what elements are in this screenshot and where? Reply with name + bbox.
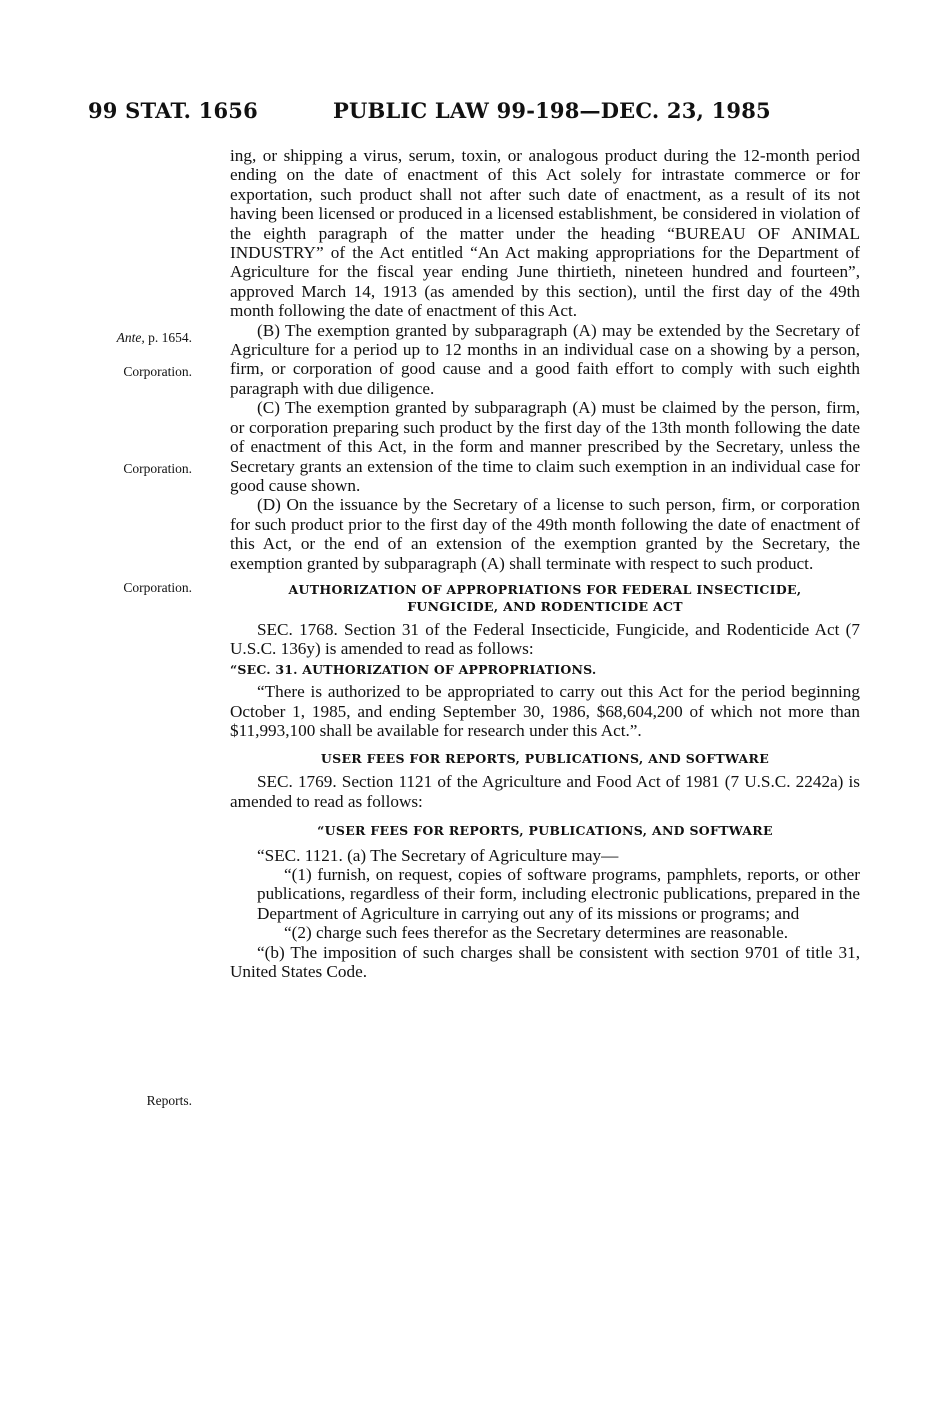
statute-page-number: 99 STAT. 1656 xyxy=(88,98,258,123)
margin-note-ante xyxy=(62,330,192,346)
section-1769: SEC. 1769. Section 1121 of the Agriculture and Food Act of 1981 (7 U.S.C. 2242a) is amended to read as follows: xyxy=(230,772,860,811)
margin-note-corporation: Corporation. xyxy=(123,580,192,595)
margin-note-reports: Reports. xyxy=(146,1093,192,1108)
margin-note-ante-italic: Ante, xyxy=(116,330,145,345)
section-1121-b: “(b) The imposition of such charges shall be consistent with section 9701 of title 31, United States Code. xyxy=(230,942,860,982)
body-text xyxy=(230,146,860,981)
quoted-section-heading: “USER FEES FOR REPORTS, PUBLICATIONS, AND SOFTWARE xyxy=(317,823,773,839)
margin-note-corporation: Corporation. xyxy=(123,461,192,476)
section-heading-appropriations: AUTHORIZATION OF APPROPRIATIONS FOR FEDERAL INSECTICIDE, FUNGICIDE, AND RODENTICIDE ACT xyxy=(288,581,802,614)
paragraph-b: (B) The exemption granted by subparagraph (A) may be extended by the Secretary of Agriculture for a period up to 12 months in an individual case on a showing by a person, firm, or corporation of good cause and a good faith effort to comply with such eighth paragraph with due diligence. xyxy=(230,320,860,398)
list-item-1: “(1) furnish, on request, copies of software programs, pamphlets, reports, or other publications, regardless of their form, including electronic publications, prepared in the Department of Agriculture in carrying out any of its missions or programs; and xyxy=(257,865,860,923)
margin-note-ante-page: p. 1654. xyxy=(144,330,192,345)
paragraph-d: (D) On the issuance by the Secretary of a license to such person, firm, or corporation for such product prior to the first day of the 49th month following the date of enactment of this Act, or the end of an extension of the exemption granted by the Secretary, the exemption granted by subparagraph (A) shall terminate with respect to such product. xyxy=(230,495,860,573)
section-heading-user-fees: USER FEES FOR REPORTS, PUBLICATIONS, AND SOFTWARE xyxy=(320,751,770,767)
margin-note-corporation: Corporation. xyxy=(123,364,192,379)
paragraph-c: (C) The exemption granted by subparagraph (A) must be claimed by the person, firm, or corporation preparing such product by the first day of the 13th month following the date of enactment of this Act, in the form and manner prescribed by the Secretary, unless the Secretary grants an extension of the time to claim such exemption in an individual case for good cause shown. xyxy=(230,398,860,495)
section-31-title: “SEC. 31. AUTHORIZATION OF APPROPRIATIONS. xyxy=(230,661,597,677)
section-1121-a: “SEC. 1121. (a) The Secretary of Agriculture may— xyxy=(257,845,619,865)
paragraph-continued: ing, or shipping a virus, serum, toxin, or analogous product during the 12-month period ending on the date of enactment of this Act solely for intrastate commerce or for exportation, such product shall not after such date of enactment, as a result of its not having been licensed or produced in a licensed establishment, be considered in violation of the eighth paragraph of the matter under the heading “BUREAU OF ANIMAL INDUSTRY” of the Act entitled “An Act making appropriations for the Department of Agriculture for the fiscal year ending June thirtieth, nineteen hundred and fourteen”, approved March 14, 1913 (as amended by this section), until the first day of the 49th month following the date of enactment of this Act. xyxy=(230,146,860,321)
section-31-text: “There is authorized to be appropriated to carry out this Act for the period beginning October 1, 1985, and ending September 30, 1986, $68,604,200 of which not more than $11,993,100 shall be available for research under this Act.”. xyxy=(230,682,860,740)
public-law-title: PUBLIC LAW 99-198—DEC. 23, 1985 xyxy=(333,98,771,123)
section-1768: SEC. 1768. Section 31 of the Federal Insecticide, Fungicide, and Rodenticide Act (7 U.S.C. 136y) is amended to read as follows: xyxy=(230,619,860,659)
list-item-2: “(2) charge such fees therefor as the Secretary determines are reasonable. xyxy=(284,923,789,943)
